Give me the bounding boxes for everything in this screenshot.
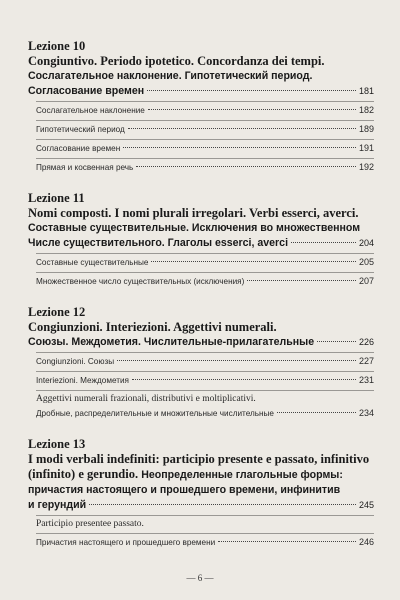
lesson-title-it: Nomi composti. I nomi plurali irregolari. Verbi esserci, averci. [28, 206, 359, 220]
page-number: 227 [358, 356, 374, 366]
page-footer: — 6 — [186, 573, 214, 583]
lesson-title-ru: и герундий [28, 499, 87, 511]
lesson-title-it: Congiuntivo. Periodo ipotetico. Concordanza dei tempi. [28, 54, 325, 68]
lesson-title-ru: Союзы. Междометия. Числительные-прилагательные [28, 336, 315, 348]
page-number: 234 [358, 408, 374, 418]
toc-item[interactable]: Причастия настоящего и прошедшего времени 246 [36, 537, 374, 547]
page-number: 245 [358, 500, 374, 510]
dot-leader [151, 261, 356, 262]
lesson-title-ru: Сослагательное наклонение. Гипотетический период. [28, 70, 313, 82]
dot-leader [317, 341, 356, 342]
lesson-number: Lezione 10 [28, 39, 86, 53]
lesson-title-ru: Составные существительные. Исключения во множественном [28, 222, 361, 234]
divider [36, 120, 374, 121]
page-number: 192 [358, 162, 374, 172]
page-number: 231 [358, 375, 374, 385]
lesson-title-it: I modi verbali indefiniti: participio presente e passato, infinitivo [28, 452, 370, 466]
page-number: 204 [358, 238, 374, 248]
dot-leader [117, 360, 356, 361]
divider [36, 352, 374, 353]
dot-leader [218, 541, 356, 542]
divider [36, 272, 374, 273]
lesson-title-ru: Числе существительного. Глаголы esserci, averci [28, 237, 289, 249]
lesson-title-it: Congiunzioni. Interiezioni. Aggettivi numerali. [28, 320, 277, 334]
divider [36, 533, 374, 534]
lesson-13 [28, 437, 374, 550]
toc-item[interactable]: Гипотетический период 189 [36, 124, 374, 134]
divider [36, 515, 374, 516]
lesson-title-row [28, 335, 374, 350]
page-number: 226 [358, 337, 374, 347]
dot-leader [136, 166, 356, 167]
divider [36, 101, 374, 102]
dot-leader [291, 242, 356, 243]
page-number: 191 [358, 143, 374, 153]
dot-leader [123, 147, 356, 148]
lesson-number: Lezione 11 [28, 191, 85, 205]
lesson-title-ru: причастия настоящего и прошедшего времени, инфинитив [28, 484, 341, 496]
divider [36, 158, 374, 159]
dot-leader [148, 109, 356, 110]
lesson-10 [28, 39, 374, 175]
dot-leader [247, 280, 356, 281]
dot-leader [89, 504, 356, 505]
page-number: 181 [358, 86, 374, 96]
divider [36, 253, 374, 254]
dot-leader [277, 412, 356, 413]
toc-item[interactable]: Множественное число существительных (исключения) 207 [36, 276, 374, 286]
lesson-title-row [28, 84, 374, 99]
lesson-title-row [28, 236, 374, 251]
divider [36, 390, 374, 391]
lesson-number: Lezione 13 [28, 437, 86, 451]
lesson-title-it: (infinito) e gerundio. Неопределенные глагольные формы: [28, 467, 343, 481]
divider [36, 139, 374, 140]
page-number: 246 [358, 537, 374, 547]
dot-leader [128, 128, 356, 129]
toc-item[interactable]: Прямая и косвенная речь 192 [36, 162, 374, 172]
page-number: 182 [358, 105, 374, 115]
toc-item[interactable]: Дробные, распределительные и множительные числительные 234 [36, 408, 374, 418]
page-number: 205 [358, 257, 374, 267]
page-number: 207 [358, 276, 374, 286]
lesson-title-row [28, 498, 374, 513]
dot-leader [132, 379, 356, 380]
lesson-title-ru: Согласование времен [28, 85, 145, 97]
lesson-12 [28, 305, 374, 421]
lesson-11 [28, 191, 374, 289]
toc-item[interactable]: Согласование времен 191 [36, 143, 374, 153]
toc-item[interactable]: Сослагательное наклонение 182 [36, 105, 374, 115]
divider [36, 371, 374, 372]
toc-item[interactable]: Interiezioni. Междометия 231 [36, 375, 374, 385]
toc-item[interactable]: Составные существительные 205 [36, 257, 374, 267]
page-number: 189 [358, 124, 374, 134]
toc-item[interactable]: Participio presentee passato. [36, 519, 144, 529]
dot-leader [147, 90, 356, 91]
toc-item[interactable]: Aggettivi numerali frazionali, distributivi e moltiplicativi. [36, 394, 256, 404]
toc-item[interactable]: Congiunzioni. Союзы 227 [36, 356, 374, 366]
lesson-number: Lezione 12 [28, 305, 86, 319]
